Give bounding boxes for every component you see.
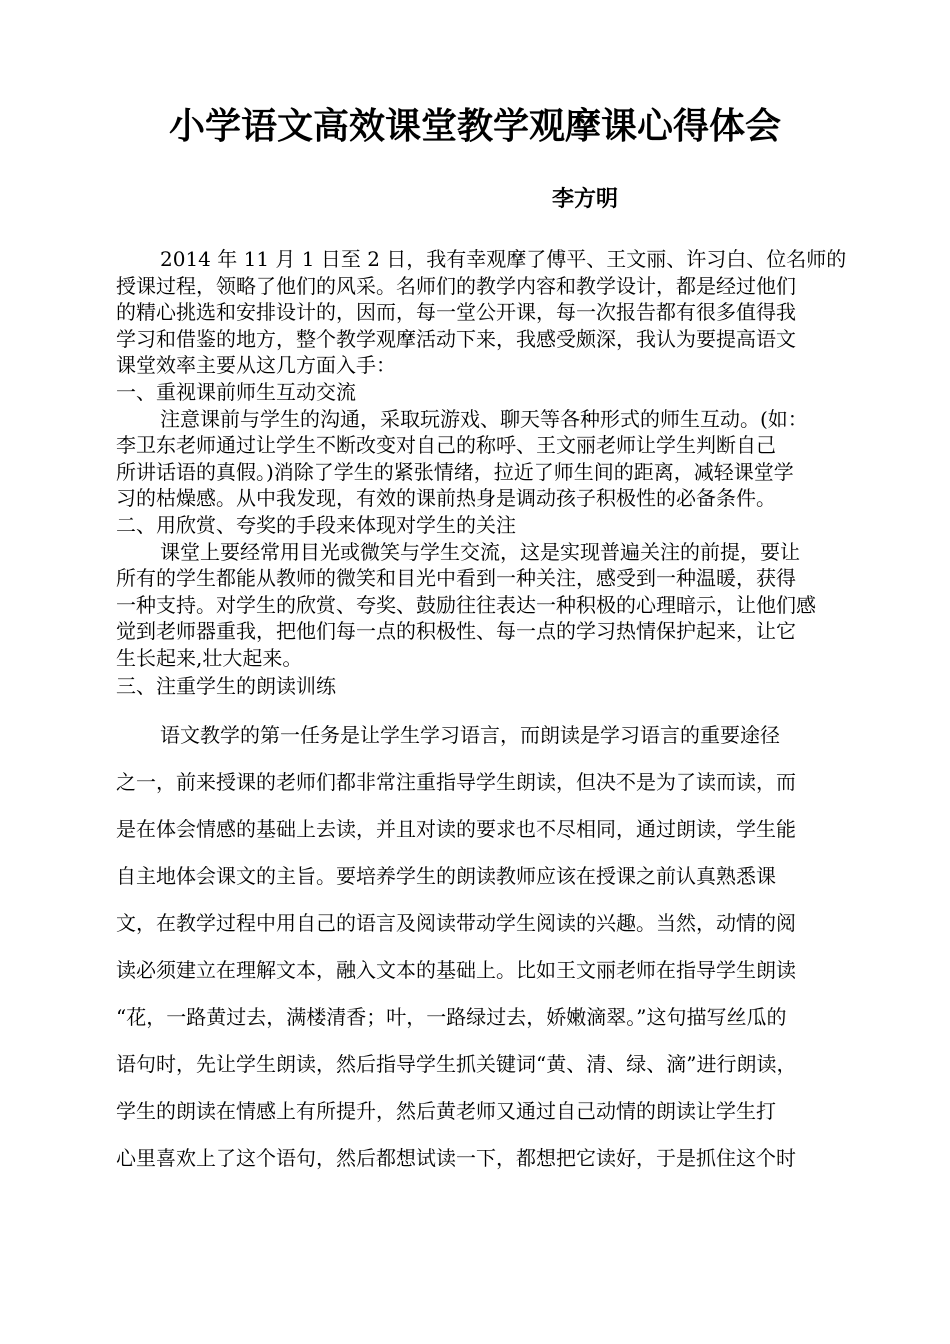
paragraph-line: 课堂上要经常用目光或微笑与学生交流，这是实现普遍关注的前提，要让 bbox=[160, 539, 800, 564]
section-heading-1: 一、重视课前师生互动交流 bbox=[116, 379, 356, 404]
paragraph-line: 李卫东老师通过让学生不断改变对自己的称呼、王文丽老师让学生判断自己 bbox=[116, 433, 776, 458]
paragraph-line: 学生的朗读在情感上有所提升，然后黄老师又通过自己动情的朗读让学生打 bbox=[116, 1099, 776, 1123]
paragraph-line: 的精心挑选和安排设计的，因而，每一堂公开课，每一次报告都有很多值得我 bbox=[116, 300, 796, 325]
paragraph-line: 学习和借鉴的地方，整个教学观摩活动下来，我感受颇深，我认为要提高语文 bbox=[116, 326, 796, 351]
author-name: 李方明 bbox=[552, 186, 619, 212]
paragraph-line: 习的枯燥感。从中我发现，有效的课前热身是调动孩子积极性的必备条件。 bbox=[116, 486, 776, 511]
paragraph-line: 所讲话语的真假。)消除了学生的紧张情绪，拉近了师生间的距离，减轻课堂学 bbox=[116, 459, 794, 484]
document-title: 小学语文高效课堂教学观摩课心得体会 bbox=[168, 105, 781, 147]
paragraph-line: 课堂效率主要从这几方面入手： bbox=[116, 353, 396, 378]
body-dense bbox=[116, 246, 860, 672]
section-1-paragraph bbox=[116, 406, 860, 512]
section-3-paragraph bbox=[116, 712, 860, 1182]
paragraph-line: 所有的学生都能从教师的微笑和目光中看到一种关注，感受到一种温暖，获得 bbox=[116, 566, 796, 591]
paragraph-line: 2014 年 11 月 1 日至 2 日，我有幸观摩了傅平、王文丽、许习白、位名师的 bbox=[160, 247, 847, 271]
paragraph-line: 生长起来,壮大起来。 bbox=[116, 645, 303, 670]
paragraph-line: 语文教学的第一任务是让学生学习语言，而朗读是学习语言的重要途径 bbox=[160, 723, 780, 747]
paragraph-line: 一种支持。对学生的欣赏、夸奖、鼓励往往表达一种积极的心理暗示，让他们感 bbox=[116, 592, 816, 617]
section-heading-2: 二、用欣赏、夸奖的手段来体现对学生的关注 bbox=[116, 512, 516, 537]
paragraph-line: 文，在教学过程中用自己的语言及阅读带动学生阅读的兴趣。当然，动情的阅 bbox=[116, 911, 796, 935]
paragraph-line: 授课过程，领略了他们的风采。名师们的教学内容和教学设计，都是经过他们 bbox=[116, 273, 796, 298]
paragraph-line: 觉到老师器重我，把他们每一点的积极性、每一点的学习热情保护起来，让它 bbox=[116, 619, 796, 644]
paragraph-line: 是在体会情感的基础上去读，并且对读的要求也不尽相同，通过朗读，学生能 bbox=[116, 817, 796, 841]
paragraph-line: 注意课前与学生的沟通，采取玩游戏、聊天等各种形式的师生互动。(如： bbox=[160, 406, 808, 431]
paragraph-line: 自主地体会课文的主旨。要培养学生的朗读教师应该在授课之前认真熟悉课 bbox=[116, 864, 776, 888]
intro-paragraph bbox=[116, 246, 860, 379]
paragraph-line: 心里喜欢上了这个语句，然后都想试读一下，都想把它读好，于是抓住这个时 bbox=[116, 1146, 796, 1170]
section-heading-3: 三、注重学生的朗读训练 bbox=[116, 674, 336, 698]
paragraph-line: “花，一路黄过去，满楼清香；叶，一路绿过去，娇嫩滴翠。”这句描写丝瓜的 bbox=[116, 1005, 787, 1029]
paragraph-line: 读必须建立在理解文本，融入文本的基础上。比如王文丽老师在指导学生朗读 bbox=[116, 958, 796, 982]
section-2-paragraph bbox=[116, 539, 860, 672]
paragraph-line: 之一，前来授课的老师们都非常注重指导学生朗读，但决不是为了读而读，而 bbox=[116, 770, 796, 794]
paragraph-line: 语句时，先让学生朗读，然后指导学生抓关键词“黄、清、绿、滴”进行朗读， bbox=[116, 1052, 797, 1076]
